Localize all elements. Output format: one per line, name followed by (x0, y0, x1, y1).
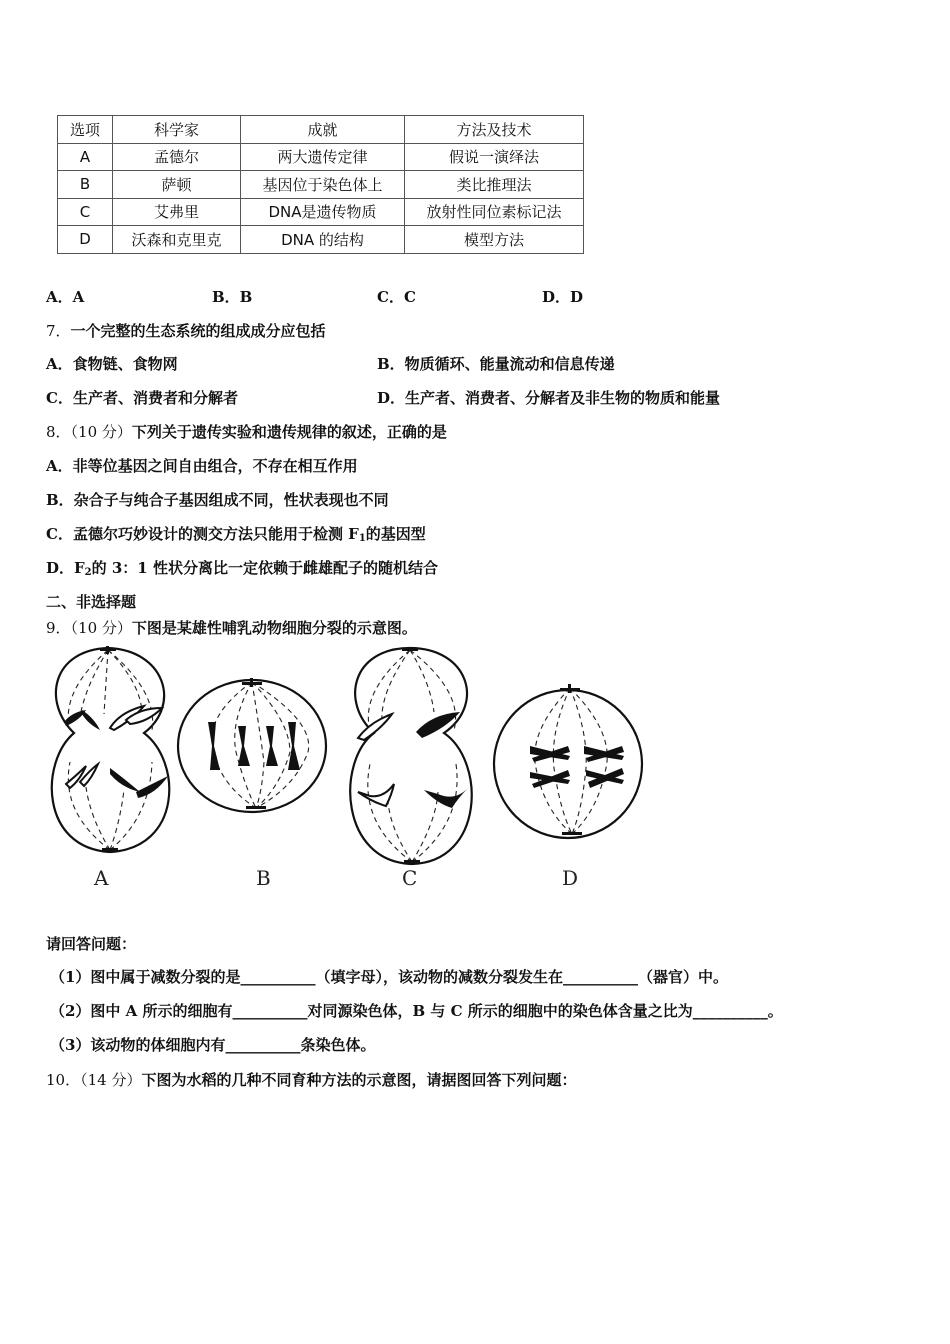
q9-number: 9． (46, 619, 71, 637)
cell-a (52, 646, 169, 852)
q9-ask: 请回答问题： (46, 935, 137, 953)
q9-subquestion-3: （3）该动物的体细胞内有__________条染色体。 (50, 1036, 376, 1054)
q8-option-d-subscript: 2 (84, 567, 92, 578)
q8-number: 8． (46, 423, 71, 441)
table-cell: 艾弗里 (113, 198, 241, 226)
q6-option-a: A．A (46, 288, 85, 306)
table-cell: D (58, 226, 113, 254)
q6-option-b: B．B (212, 288, 253, 306)
table-header-cell: 科学家 (113, 116, 241, 144)
q10-stem-text: 下图为水稻的几种不同育种方法的示意图，请据图回答下列问题： (141, 1071, 577, 1089)
cell-c (350, 648, 471, 864)
table-header-cell: 选项 (58, 116, 113, 144)
q8-score: （10 分） (70, 423, 132, 441)
figure-label-b: B (256, 866, 271, 890)
table-header-row (58, 116, 584, 144)
q9-subquestion-2: （2）图中 A 所示的细胞有__________对同源染色体，B 与 C 所示的细胞中的染色体含量之比为__________。 (50, 1002, 783, 1020)
table-cell: 两大遗传定律 (241, 143, 405, 171)
q8-option-c-subscript: 1 (358, 533, 366, 544)
table-header-cell: 成就 (241, 116, 405, 144)
q7-number: 7． (46, 322, 71, 340)
table-cell: A (58, 143, 113, 171)
q7-option-c: C．生产者、消费者和分解者 (46, 389, 238, 407)
figure-label-a: A (94, 866, 109, 890)
q8-option-a: A．非等位基因之间自由组合，不存在相互作用 (46, 457, 358, 475)
figure-label-d: D (562, 866, 579, 890)
q8-option-c-text-end: 的基因型 (365, 525, 426, 543)
q9-stem (46, 617, 417, 638)
table-cell: 沃森和克里克 (113, 226, 241, 254)
table-cell: C (58, 198, 113, 226)
table-cell: B (58, 171, 113, 199)
q8-option-c (46, 523, 426, 544)
q8-stem (46, 421, 447, 442)
q9-score: （10 分） (70, 619, 132, 637)
q7-stem (46, 320, 326, 341)
table-cell: 萨顿 (113, 171, 241, 199)
q7-option-a: A．食物链、食物网 (46, 355, 178, 373)
table-cell: 类比推理法 (405, 171, 584, 199)
q6-option-c: C．C (377, 288, 416, 306)
section-heading: 二、非选择题 (46, 593, 137, 611)
q9-stem-text: 下图是某雄性哺乳动物细胞分裂的示意图。 (131, 619, 417, 637)
q8-option-d-text-end: 的 3：1 性状分离比一定依赖于雌雄配子的随机结合 (91, 559, 438, 577)
table-row (58, 143, 584, 171)
table-cell: 基因位于染色体上 (241, 171, 405, 199)
cell-d (494, 684, 642, 838)
q8-option-c-text: C．孟德尔巧妙设计的测交方法只能用于检测 F (46, 525, 359, 543)
table-row (58, 198, 584, 226)
q8-option-d (46, 557, 438, 578)
q7-option-b: B．物质循环、能量流动和信息传递 (377, 355, 615, 373)
table-cell: 孟德尔 (113, 143, 241, 171)
cell-b (178, 678, 326, 812)
q6-option-d: D．D (542, 288, 584, 306)
q9-subquestion-1: （1）图中属于减数分裂的是__________（填字母），该动物的减数分裂发生在__________（器官）中。 (50, 968, 728, 986)
cell-division-figure (40, 642, 650, 892)
q8-option-d-text: D．F (46, 559, 85, 577)
scientist-table (57, 115, 584, 254)
figure-label-c: C (402, 866, 418, 890)
table-cell: 假说一演绎法 (405, 143, 584, 171)
table-row (58, 171, 584, 199)
table-row (58, 226, 584, 254)
table-cell: 放射性同位素标记法 (405, 198, 584, 226)
q10-number: 10． (46, 1071, 81, 1089)
table-header-cell: 方法及技术 (405, 116, 584, 144)
q8-option-b: B．杂合子与纯合子基因组成不同，性状表现也不同 (46, 491, 389, 509)
q8-stem-text: 下列关于遗传实验和遗传规律的叙述，正确的是 (131, 423, 447, 441)
table-cell: DNA是遗传物质 (241, 198, 405, 226)
q10-score: （14 分） (80, 1071, 142, 1089)
table-cell: 模型方法 (405, 226, 584, 254)
q10-stem (46, 1069, 576, 1090)
table-cell: DNA 的结构 (241, 226, 405, 254)
q7-stem-text: 一个完整的生态系统的组成成分应包括 (70, 322, 326, 340)
q7-option-d: D．生产者、消费者、分解者及非生物的物质和能量 (377, 389, 721, 407)
